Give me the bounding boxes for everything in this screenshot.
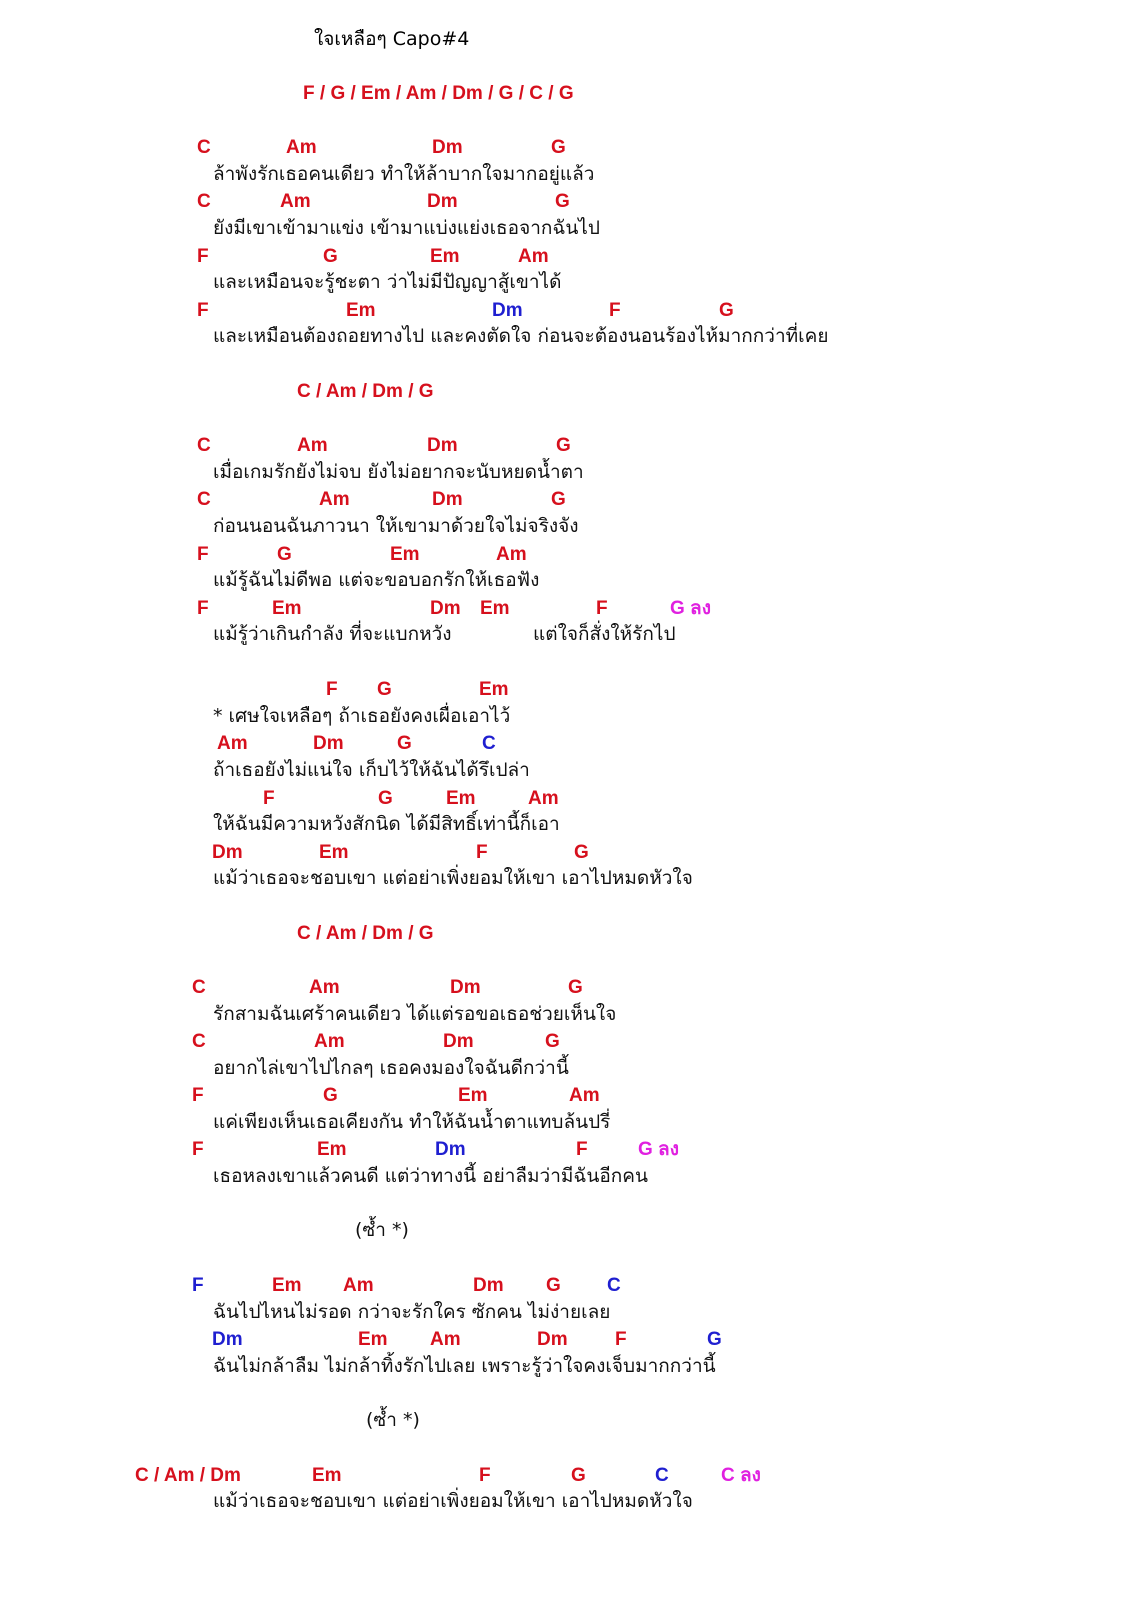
chord-label: F	[192, 1275, 204, 1296]
chord-label: F	[609, 300, 621, 321]
chord-label: F	[576, 1139, 588, 1160]
chord-label: Dm	[430, 598, 461, 619]
chord-label: F	[479, 1465, 491, 1486]
chord-label: G	[571, 1465, 586, 1486]
chord-label: G	[555, 191, 570, 212]
chord-label: Em	[317, 1139, 347, 1160]
chord-label: G	[277, 544, 292, 565]
chord-label: F	[197, 246, 209, 267]
chord-label: Em	[446, 788, 476, 809]
intro-progression: F / G / Em / Am / Dm / G / C / G	[303, 83, 574, 104]
lyric-line: แค่เพียงเห็นเธอเคียงกัน ทำให้ฉันน้ำตาแทบล้นปรี่	[213, 1111, 611, 1133]
chord-label: Am	[569, 1085, 600, 1106]
chord-label: C ลง	[721, 1465, 761, 1486]
chord-label: F	[197, 300, 209, 321]
chord-label: Dm	[450, 977, 481, 998]
chord-label: Em	[390, 544, 420, 565]
chord-label: Dm	[432, 489, 463, 510]
lyric-line: ฉันไม่กล้าลืม ไม่กล้าทิ้งรักไปเลย เพราะรู้ว่าใจคงเจ็บมากกว่านี้	[213, 1355, 716, 1377]
chord-label: G	[574, 842, 589, 863]
lyric-line: เมื่อเกมรักยังไม่จบ ยังไม่อยากจะนับหยดน้ำตา	[213, 461, 584, 483]
chord-label: Dm	[473, 1275, 504, 1296]
lyric-line: และเหมือนต้องถอยทางไป และคงตัดใจ ก่อนจะต้องนอนร้องไห้มากกว่าที่เคย	[213, 325, 829, 347]
chord-label: Em	[319, 842, 349, 863]
outro-progression: C / Am / Dm	[135, 1465, 241, 1486]
chord-label: Dm	[427, 435, 458, 456]
lyric-line: แม้รู้ฉันไม่ดีพอ แต่จะขอบอกรักให้เธอฟัง	[213, 569, 540, 591]
chord-label: Dm	[212, 1329, 243, 1350]
lyric-line: รักสามฉันเศร้าคนเดียว ได้แต่รอขอเธอช่วยเห็นใจ	[213, 1003, 617, 1025]
chord-label: Em	[358, 1329, 388, 1350]
lyric-line: อยากไล่เขาไปไกลๆ เธอคงมองใจฉันดีกว่านี้	[213, 1057, 569, 1079]
lyric-line: แม้รู้ว่าเกินกำลัง ที่จะแบกหวัง	[213, 623, 452, 645]
chord-label: Em	[479, 679, 509, 700]
chord-label: Dm	[313, 733, 344, 754]
lyric-line: แม้ว่าเธอจะชอบเขา แต่อย่าเพิ่งยอมให้เขา เอาไปหมดหัวใจ	[213, 867, 693, 889]
lyric-line: * เศษใจเหลือๆ ถ้าเธอยังคงเผื่อเอาไว้	[213, 705, 511, 727]
chord-label: F	[192, 1139, 204, 1160]
chord-label: Dm	[435, 1139, 466, 1160]
chord-label: Am	[496, 544, 527, 565]
chord-label: G	[707, 1329, 722, 1350]
lyric-line: เธอหลงเขาแล้วคนดี แต่ว่าทางนี้ อย่าลืมว่ามีฉันอีกคน	[213, 1165, 648, 1187]
chord-label: C	[607, 1275, 621, 1296]
chord-label: G	[551, 137, 566, 158]
song-title: ใจเหลือๆ Capo#4	[314, 28, 470, 50]
chord-label: Am	[314, 1031, 345, 1052]
chord-label: F	[197, 544, 209, 565]
chord-label: C	[192, 977, 206, 998]
chord-label: Am	[217, 733, 248, 754]
chord-label: Dm	[432, 137, 463, 158]
repeat-note: (ซ้ำ *)	[366, 1409, 420, 1431]
chord-label: Dm	[443, 1031, 474, 1052]
chord-label: G	[323, 1085, 338, 1106]
interlude-progression: C / Am / Dm / G	[297, 381, 434, 402]
chord-label: C	[192, 1031, 206, 1052]
lyric-line: ถ้าเธอยังไม่แน่ใจ เก็บไว้ให้ฉันได้รึเปล่า	[213, 759, 530, 781]
chord-label: F	[263, 788, 275, 809]
chord-label: Am	[430, 1329, 461, 1350]
chord-label: C	[197, 489, 211, 510]
chord-label: Dm	[537, 1329, 568, 1350]
chord-label: G ลง	[638, 1139, 679, 1160]
chord-label: C	[197, 191, 211, 212]
chord-label: Dm	[427, 191, 458, 212]
chord-label: G	[551, 489, 566, 510]
chord-label: F	[615, 1329, 627, 1350]
chord-label: G	[378, 788, 393, 809]
chord-label: Dm	[212, 842, 243, 863]
chord-label: C	[197, 137, 211, 158]
chord-label: F	[326, 679, 338, 700]
chord-label: Am	[286, 137, 317, 158]
chord-label: Am	[343, 1275, 374, 1296]
lyric-line: แต่ใจก็สั่งให้รักไป	[533, 623, 676, 645]
interlude-progression: C / Am / Dm / G	[297, 923, 434, 944]
chord-label: G	[323, 246, 338, 267]
chord-label: Em	[272, 598, 302, 619]
lyric-line: ให้ฉันมีความหวังสักนิด ได้มีสิทธิ์เท่านี้ก็เอา	[213, 813, 560, 835]
repeat-note: (ซ้ำ *)	[355, 1219, 409, 1241]
chord-label: F	[197, 598, 209, 619]
lyric-line: ก่อนนอนฉันภาวนา ให้เขามาด้วยใจไม่จริงจัง	[213, 515, 579, 537]
chord-label: G	[719, 300, 734, 321]
chord-label: F	[596, 598, 608, 619]
chord-label: C	[655, 1465, 669, 1486]
lyric-line: ฉันไปไหนไม่รอด กว่าจะรักใคร ซักคน ไม่ง่ายเลย	[213, 1301, 611, 1323]
lyric-line: และเหมือนจะรู้ชะตา ว่าไม่มีปัญญาสู้เขาได้	[213, 271, 562, 293]
chord-label: G	[546, 1275, 561, 1296]
chord-label: Am	[319, 489, 350, 510]
chord-label: Em	[272, 1275, 302, 1296]
chord-label: Dm	[492, 300, 523, 321]
chord-label: G	[568, 977, 583, 998]
lyric-line: ยังมีเขาเข้ามาแข่ง เข้ามาแบ่งแย่งเธอจากฉันไป	[213, 217, 600, 239]
chord-label: Em	[312, 1465, 342, 1486]
chord-label: Am	[518, 246, 549, 267]
chord-label: F	[476, 842, 488, 863]
chord-label: F	[192, 1085, 204, 1106]
chord-label: Am	[297, 435, 328, 456]
chord-label: G	[397, 733, 412, 754]
chord-label: Am	[528, 788, 559, 809]
chord-label: G	[377, 679, 392, 700]
chord-label: Am	[309, 977, 340, 998]
chord-label: Em	[430, 246, 460, 267]
chord-label: Em	[458, 1085, 488, 1106]
lyric-line: ล้าพังรักเธอคนเดียว ทำให้ล้าบากใจมากอยู่แล้ว	[213, 163, 595, 185]
chord-label: G	[556, 435, 571, 456]
chord-label: G	[545, 1031, 560, 1052]
chord-label: Am	[280, 191, 311, 212]
chord-label: C	[482, 733, 496, 754]
chord-label: C	[197, 435, 211, 456]
lyric-line: แม้ว่าเธอจะชอบเขา แต่อย่าเพิ่งยอมให้เขา เอาไปหมดหัวใจ	[213, 1490, 693, 1512]
chord-label: Em	[346, 300, 376, 321]
chord-label: G ลง	[670, 598, 711, 619]
chord-label: Em	[480, 598, 510, 619]
